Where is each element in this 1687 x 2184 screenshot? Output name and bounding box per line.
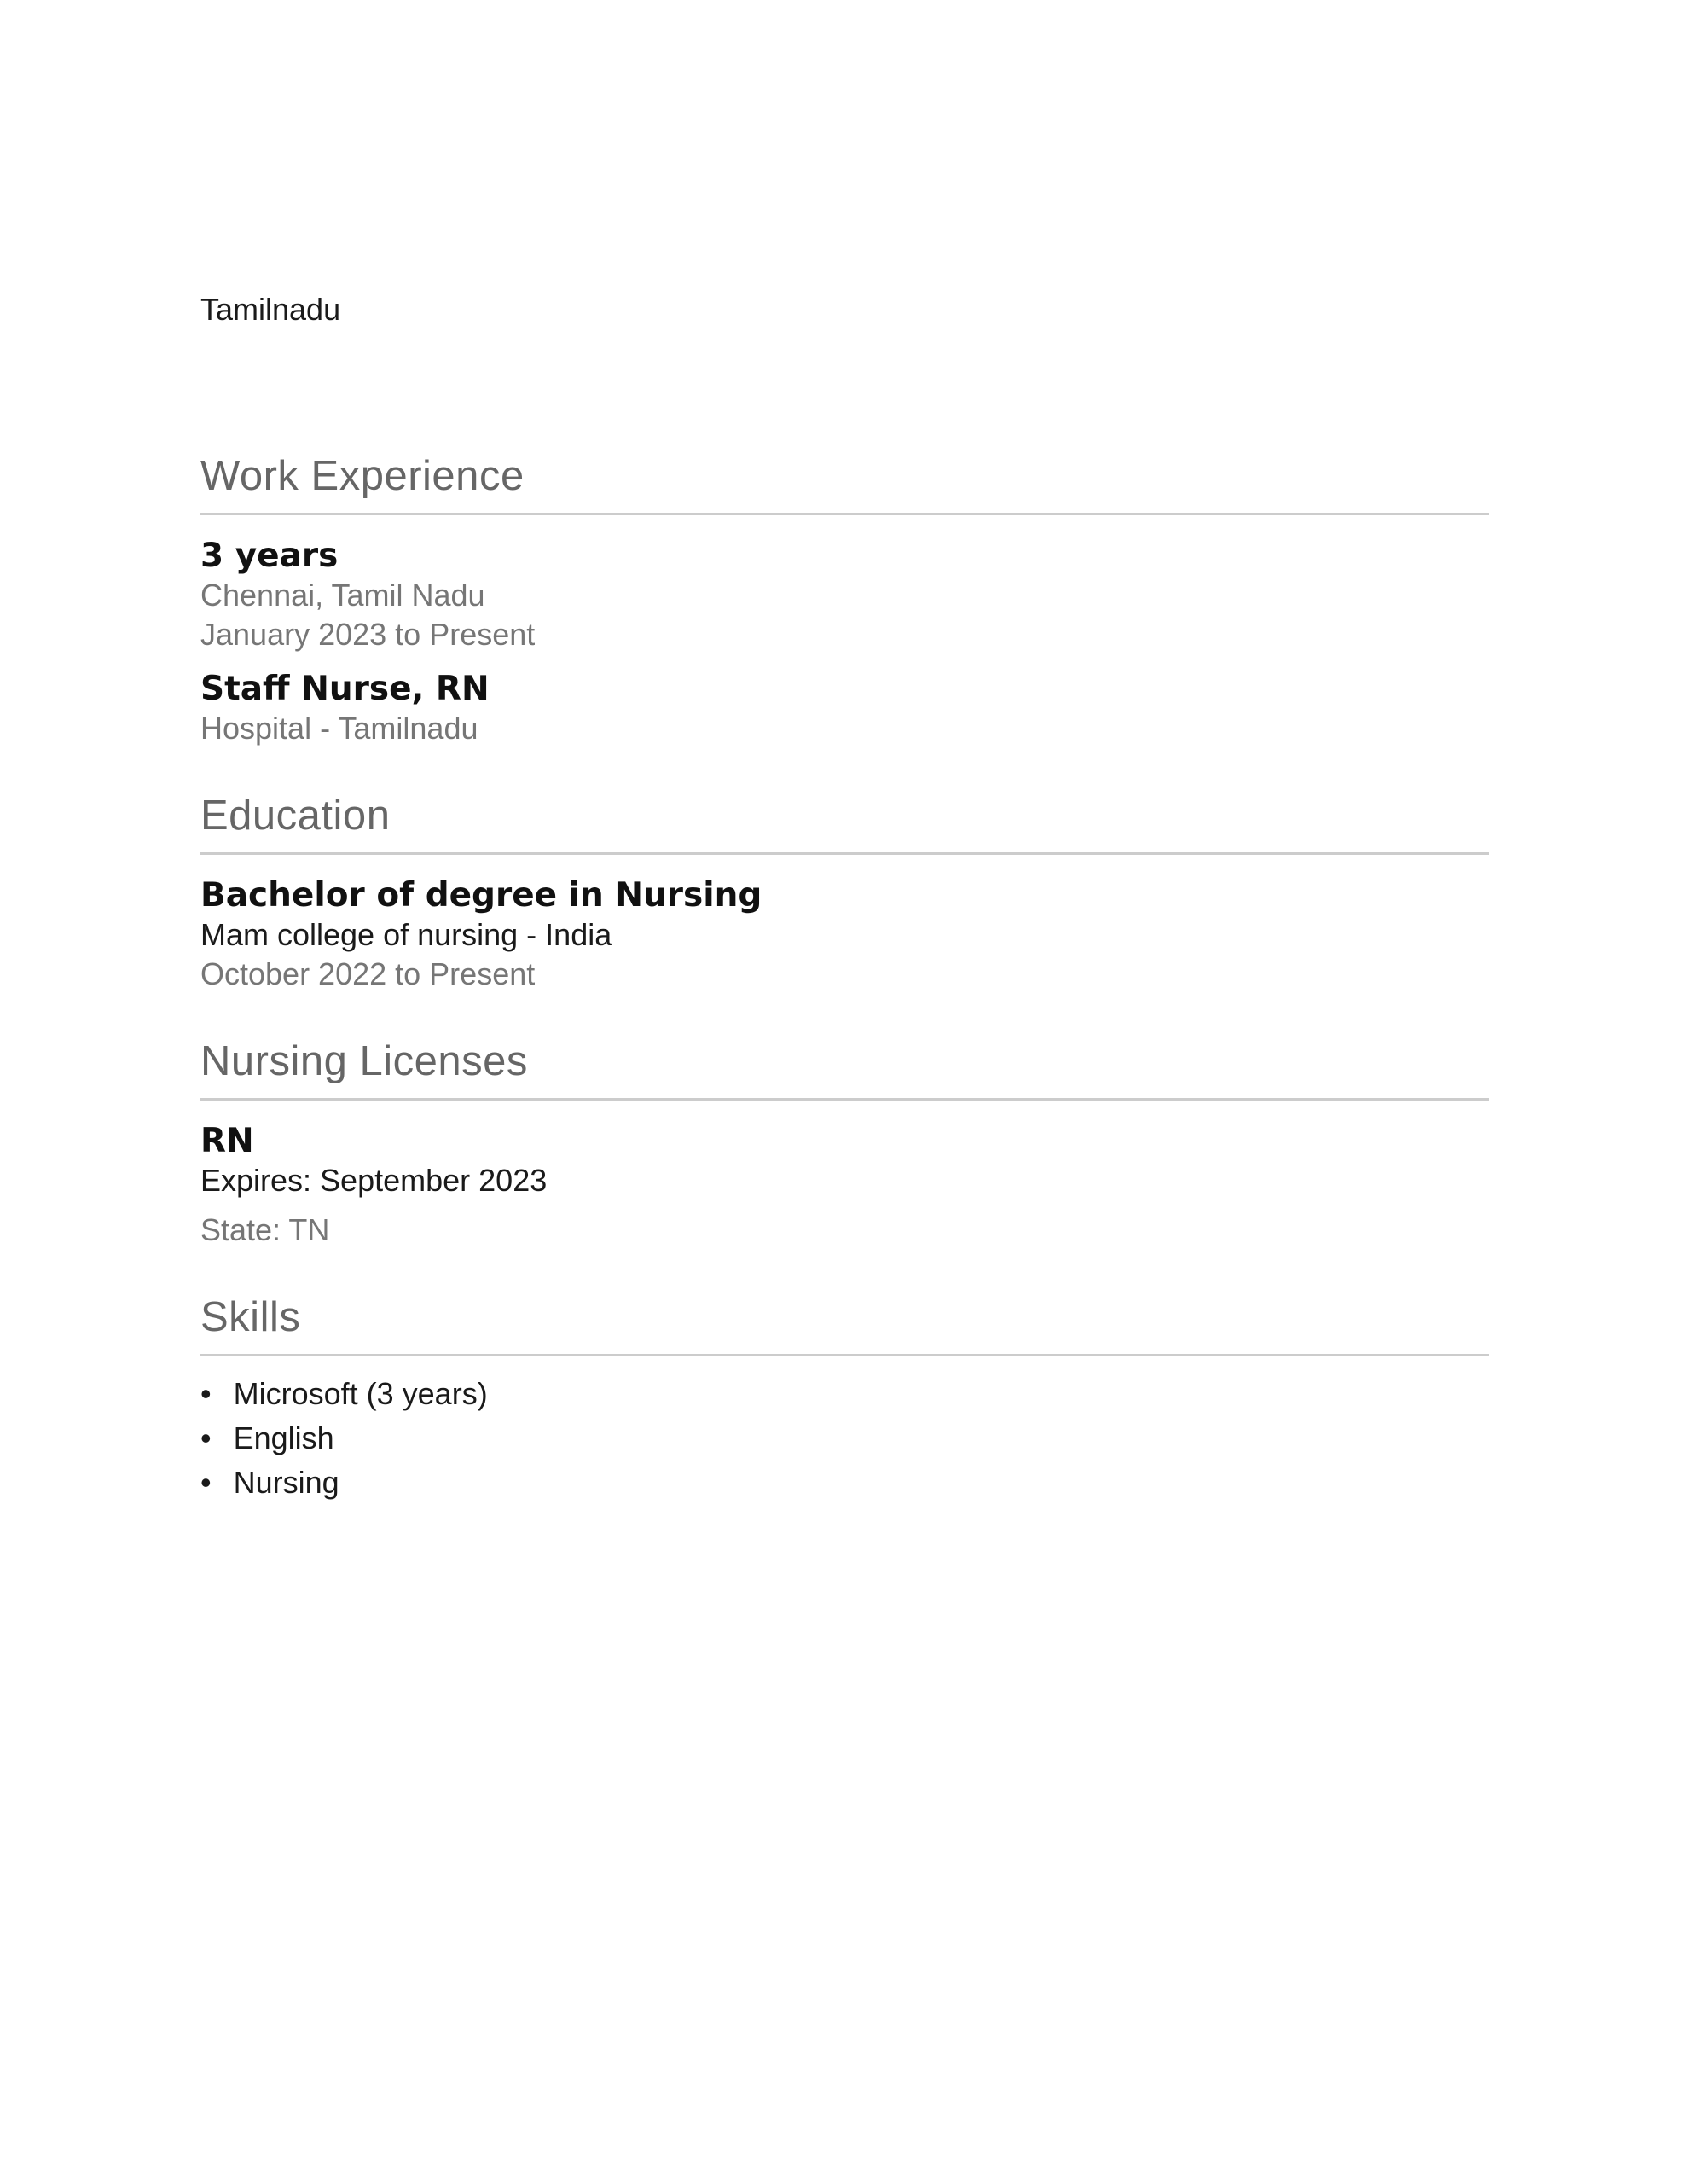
education-dates: October 2022 to Present <box>200 956 536 991</box>
work-duration: 3 years <box>200 537 339 575</box>
skill-item <box>200 1461 1489 1505</box>
bullet-icon: • <box>200 1465 212 1500</box>
work-dates: January 2023 to Present <box>200 617 536 652</box>
education-heading: Education <box>200 793 391 839</box>
skill-text: English <box>233 1420 334 1455</box>
employer: Hospital - Tamilnadu <box>200 711 478 746</box>
skill-text: Microsoft (3 years) <box>233 1376 488 1411</box>
bullet-icon: • <box>200 1420 212 1455</box>
work-location: Chennai, Tamil Nadu <box>200 578 485 613</box>
skills-list <box>200 1372 1489 1505</box>
skills-heading: Skills <box>200 1294 301 1340</box>
skills-rule <box>200 1354 1489 1356</box>
license-name: RN <box>200 1122 254 1160</box>
bullet-icon: • <box>200 1376 212 1411</box>
school-name: Mam college of nursing - India <box>200 917 612 952</box>
license-expiry: Expires: September 2023 <box>200 1163 548 1198</box>
skill-text: Nursing <box>233 1465 339 1500</box>
contact-location: Tamilnadu <box>200 292 341 327</box>
nursing-licenses-rule <box>200 1098 1489 1101</box>
nursing-licenses-heading: Nursing Licenses <box>200 1038 528 1084</box>
license-state: State: TN <box>200 1212 330 1247</box>
skill-item <box>200 1416 1489 1461</box>
work-experience-rule <box>200 513 1489 515</box>
education-rule <box>200 852 1489 855</box>
skill-item <box>200 1372 1489 1416</box>
work-experience-heading: Work Experience <box>200 453 525 499</box>
degree-title: Bachelor of degree in Nursing <box>200 876 762 915</box>
job-title: Staff Nurse, RN <box>200 670 490 708</box>
